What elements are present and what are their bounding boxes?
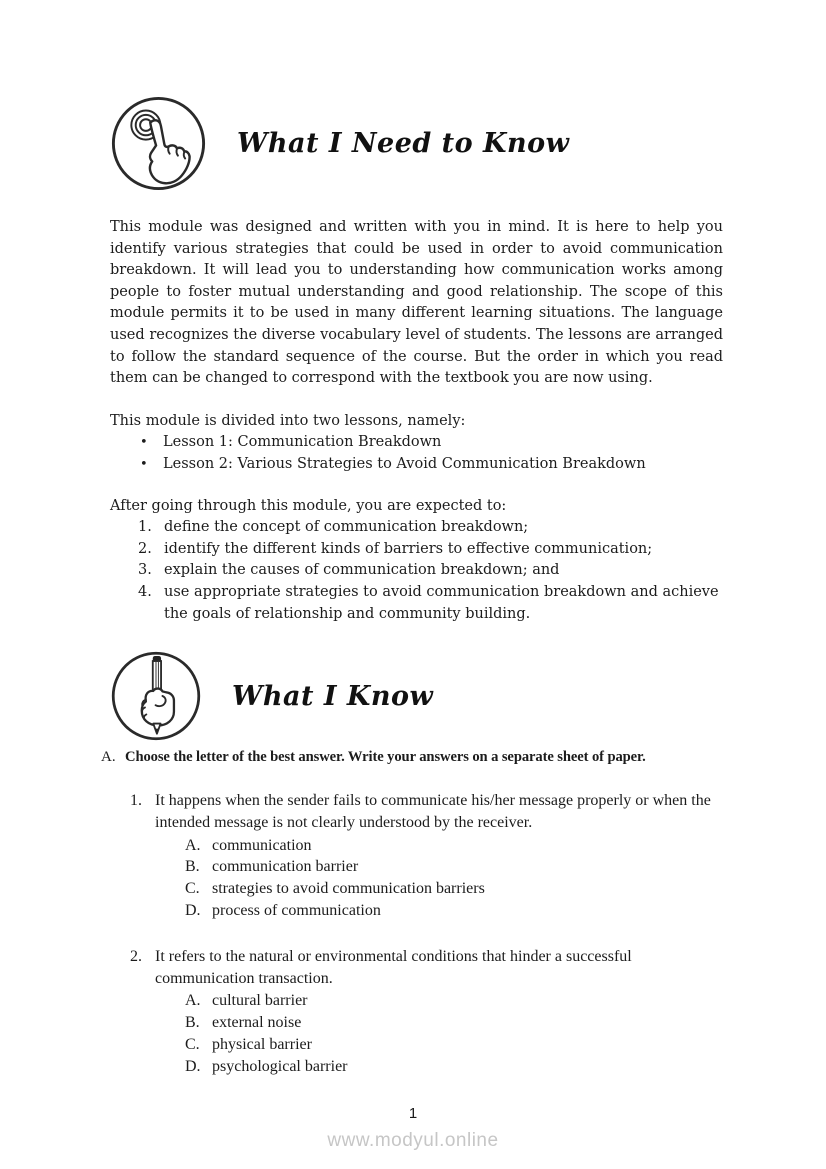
hand-holding-pencil-icon bbox=[110, 650, 202, 742]
option-label: A. bbox=[185, 836, 201, 854]
option-text: process of communication bbox=[212, 902, 381, 920]
objective-number: 1. bbox=[138, 519, 152, 536]
objectives-list bbox=[110, 517, 723, 625]
objective-text: use appropriate strategies to avoid communication breakdown and achieve the goals of relationship and community building. bbox=[164, 583, 719, 622]
objective-number: 3. bbox=[138, 562, 152, 579]
question-options bbox=[110, 990, 723, 1077]
question-number: 2. bbox=[130, 947, 142, 965]
lessons-list bbox=[110, 432, 723, 475]
option-b bbox=[110, 856, 723, 878]
option-label: B. bbox=[185, 858, 200, 876]
objective-text: define the concept of communication breakdown; bbox=[164, 519, 529, 536]
option-text: strategies to avoid communication barriers bbox=[212, 880, 485, 898]
lesson-1-label: Lesson 1: Communication Breakdown bbox=[163, 434, 442, 451]
module-intro-paragraph: This module was designed and written with you in mind. It is here to help you identify various strategies that could be used in order to avoid communication breakdown. It will lead you to understanding how communication works among people to foster mutual understanding and good relationship. The scope of this module permits it to be used in many different learning situations. The language used recognizes the diverse vocabulary level of students. The lessons are arranged to follow the standard sequence of the course. But the order in which you read them can be changed to correspond with the textbook you are now using. bbox=[110, 219, 723, 387]
touch-hand-icon bbox=[110, 95, 207, 192]
list-item bbox=[110, 539, 723, 561]
list-item bbox=[110, 432, 723, 454]
bullet-icon: • bbox=[140, 435, 148, 451]
option-d bbox=[110, 1056, 723, 1078]
option-c bbox=[110, 878, 723, 900]
list-item bbox=[110, 560, 723, 582]
option-text: communication bbox=[212, 836, 312, 854]
question-stem-row bbox=[110, 946, 723, 990]
option-b bbox=[110, 1012, 723, 1034]
option-c bbox=[110, 1034, 723, 1056]
question-2 bbox=[110, 946, 723, 1078]
option-text: physical barrier bbox=[212, 1036, 312, 1054]
option-text: external noise bbox=[212, 1014, 302, 1032]
watermark-url: www.modyul.online bbox=[327, 1130, 499, 1151]
list-item bbox=[110, 517, 723, 539]
section-header-what-i-know bbox=[110, 650, 723, 742]
quiz bbox=[110, 790, 723, 1078]
option-label: A. bbox=[185, 992, 201, 1010]
list-item bbox=[110, 454, 723, 476]
objectives-intro: After going through this module, you are expected to: bbox=[110, 497, 507, 514]
question-1 bbox=[110, 790, 723, 922]
option-label: D. bbox=[185, 1057, 201, 1075]
objective-text: identify the different kinds of barriers to effective communication; bbox=[164, 540, 653, 557]
question-number: 1. bbox=[130, 792, 142, 810]
lesson-2-label: Lesson 2: Various Strategies to Avoid Communication Breakdown bbox=[163, 455, 646, 472]
question-stem: It happens when the sender fails to communicate his/her message properly or when the intended message is not clearly understood by the receiver. bbox=[155, 792, 711, 831]
option-text: communication barrier bbox=[212, 858, 359, 876]
option-label: C. bbox=[185, 880, 200, 898]
objective-number: 2. bbox=[138, 540, 152, 557]
option-d bbox=[110, 900, 723, 922]
option-label: D. bbox=[185, 902, 201, 920]
lessons-intro: This module is divided into two lessons, namely: bbox=[110, 412, 466, 429]
option-a bbox=[110, 990, 723, 1012]
test-direction bbox=[101, 749, 723, 766]
page-number: 1 bbox=[408, 1105, 418, 1122]
section-header-need-to-know bbox=[110, 95, 723, 192]
option-label: C. bbox=[185, 1036, 200, 1054]
question-stem-row bbox=[110, 790, 723, 834]
section-title-need-to-know: What I Need to Know bbox=[237, 128, 570, 159]
direction-text: Choose the letter of the best answer. Write your answers on a separate sheet of paper. bbox=[125, 749, 646, 766]
objective-number: 4. bbox=[138, 583, 152, 600]
list-item bbox=[110, 582, 723, 625]
section-title-what-i-know: What I Know bbox=[232, 680, 434, 712]
objective-text: explain the causes of communication breakdown; and bbox=[164, 562, 560, 579]
question-stem: It refers to the natural or environmental conditions that hinder a successful communication transaction. bbox=[155, 947, 632, 987]
bullet-icon: • bbox=[140, 456, 148, 472]
question-options bbox=[110, 835, 723, 922]
option-label: B. bbox=[185, 1014, 200, 1032]
option-text: psychological barrier bbox=[212, 1057, 348, 1075]
option-a bbox=[110, 835, 723, 857]
direction-letter: A. bbox=[101, 749, 116, 766]
option-text: cultural barrier bbox=[212, 992, 308, 1010]
